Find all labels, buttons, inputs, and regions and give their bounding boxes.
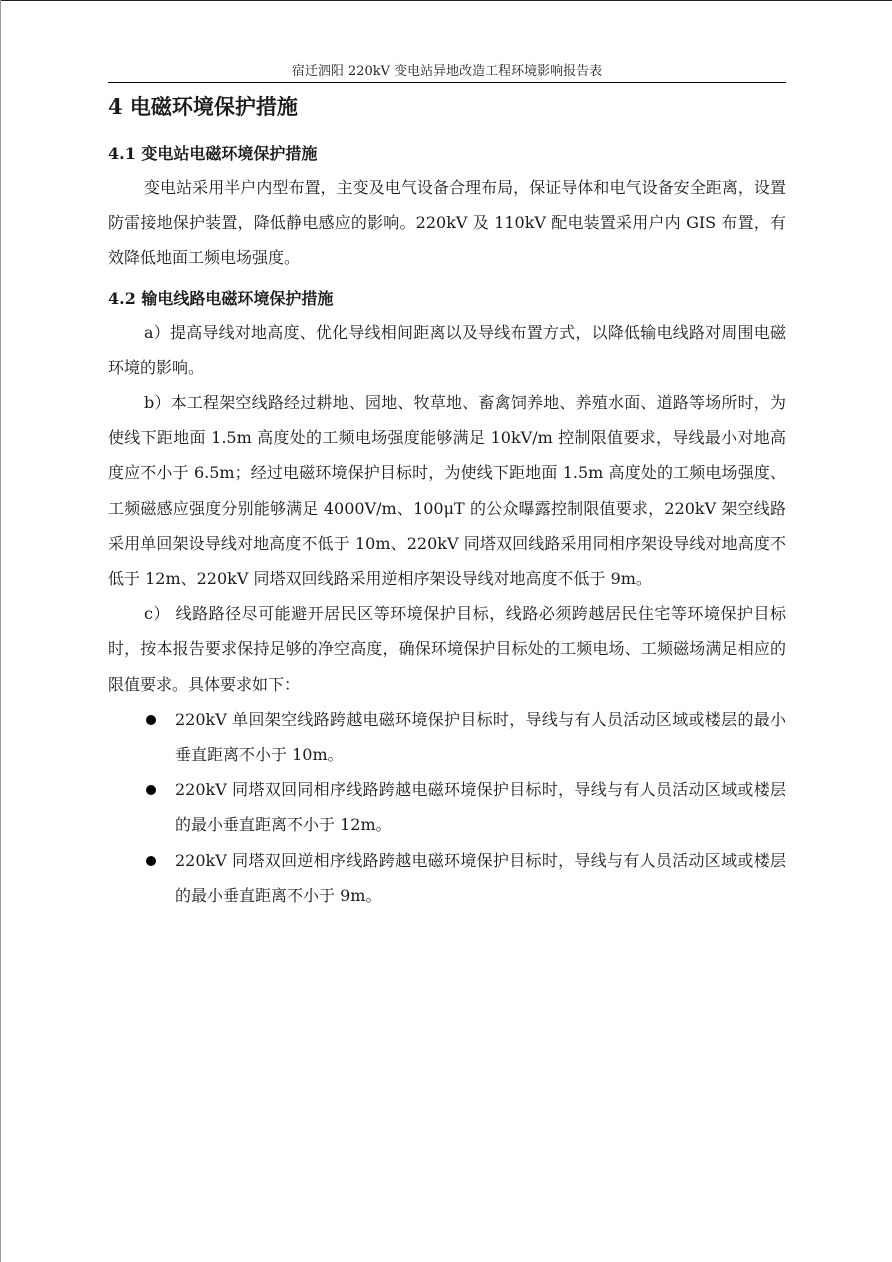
list-item — [108, 772, 786, 842]
list-item-text: 220kV 同塔双回逆相序线路跨越电磁环境保护目标时，导线与有人员活动区域或楼层的最小垂直距离不小于 9m。 — [175, 850, 786, 905]
chapter-title: 4 电磁环境保护措施 — [108, 94, 298, 119]
section-title-4-2: 4.2 输电线路电磁环境保护措施 — [108, 288, 334, 308]
paragraph-a: a）提高导线对地高度、优化导线相间距离以及导线布置方式，以降低输电线路对周围电磁环境的影响。 — [108, 322, 786, 377]
paragraph-c: c） 线路路径尽可能避开居民区等环境保护目标，线路必须跨越居民住宅等环境保护目标时，按本报告要求保持足够的净空高度，确保环境保护目标处的工频电场、工频磁场满足相应的限值要求。具体要求如下： — [108, 604, 786, 694]
section-title-4-1: 4.1 变电站电磁环境保护措施 — [108, 144, 318, 163]
header-rule — [108, 82, 786, 83]
list-item-text: 220kV 单回架空线路跨越电磁环境保护目标时，导线与有人员活动区域或楼层的最小垂直距离不小于 10m。 — [175, 709, 786, 765]
list-item — [108, 702, 786, 772]
bullet-icon — [146, 856, 156, 866]
paragraph-substation: 变电站采用半户内型布置，主变及电气设备合理布局，保证导体和电气设备安全距离，设置防雷接地保护装置，降低静电感应的影响。220kV 及 110kV 配电装置采用户内 GIS 布置，有效降低地面工频电场强度。 — [108, 178, 786, 268]
requirements-list — [108, 702, 786, 913]
paragraph-b: b）本工程架空线路经过耕地、园地、牧草地、畜禽饲养地、养殖水面、道路等场所时，为使线下距地面 1.5m 高度处的工频电场强度能够满足 10kV/m 控制限值要求，导线最小对地高度应不小于 6.5m；经过电磁环境保护目标时，为使线下距地面 1.5m 高度处的工频电场强度、工频磁感应强度分别能够满足 4000V/m、100μT 的公众曝露控制限值要求，220kV 架空线路采用单回架设导线对地高度不低于 10m、220kV 同塔双回线路采用同相序架设导线对地高度不低于 12m、220kV 同塔双回线路采用逆相序架设导线对地高度不低于 9m。 — [108, 393, 786, 589]
list-item — [108, 843, 786, 913]
running-header: 宿迁泗阳 220kV 变电站异地改造工程环境影响报告表 — [291, 64, 603, 79]
page-left-border — [0, 0, 1, 1262]
bullet-icon — [146, 785, 156, 795]
bullet-icon — [146, 715, 156, 725]
document-body — [108, 90, 786, 913]
page-top-border — [0, 0, 892, 1]
list-item-text: 220kV 同塔双回同相序线路跨越电磁环境保护目标时，导线与有人员活动区域或楼层的最小垂直距离不小于 12m。 — [175, 780, 786, 835]
